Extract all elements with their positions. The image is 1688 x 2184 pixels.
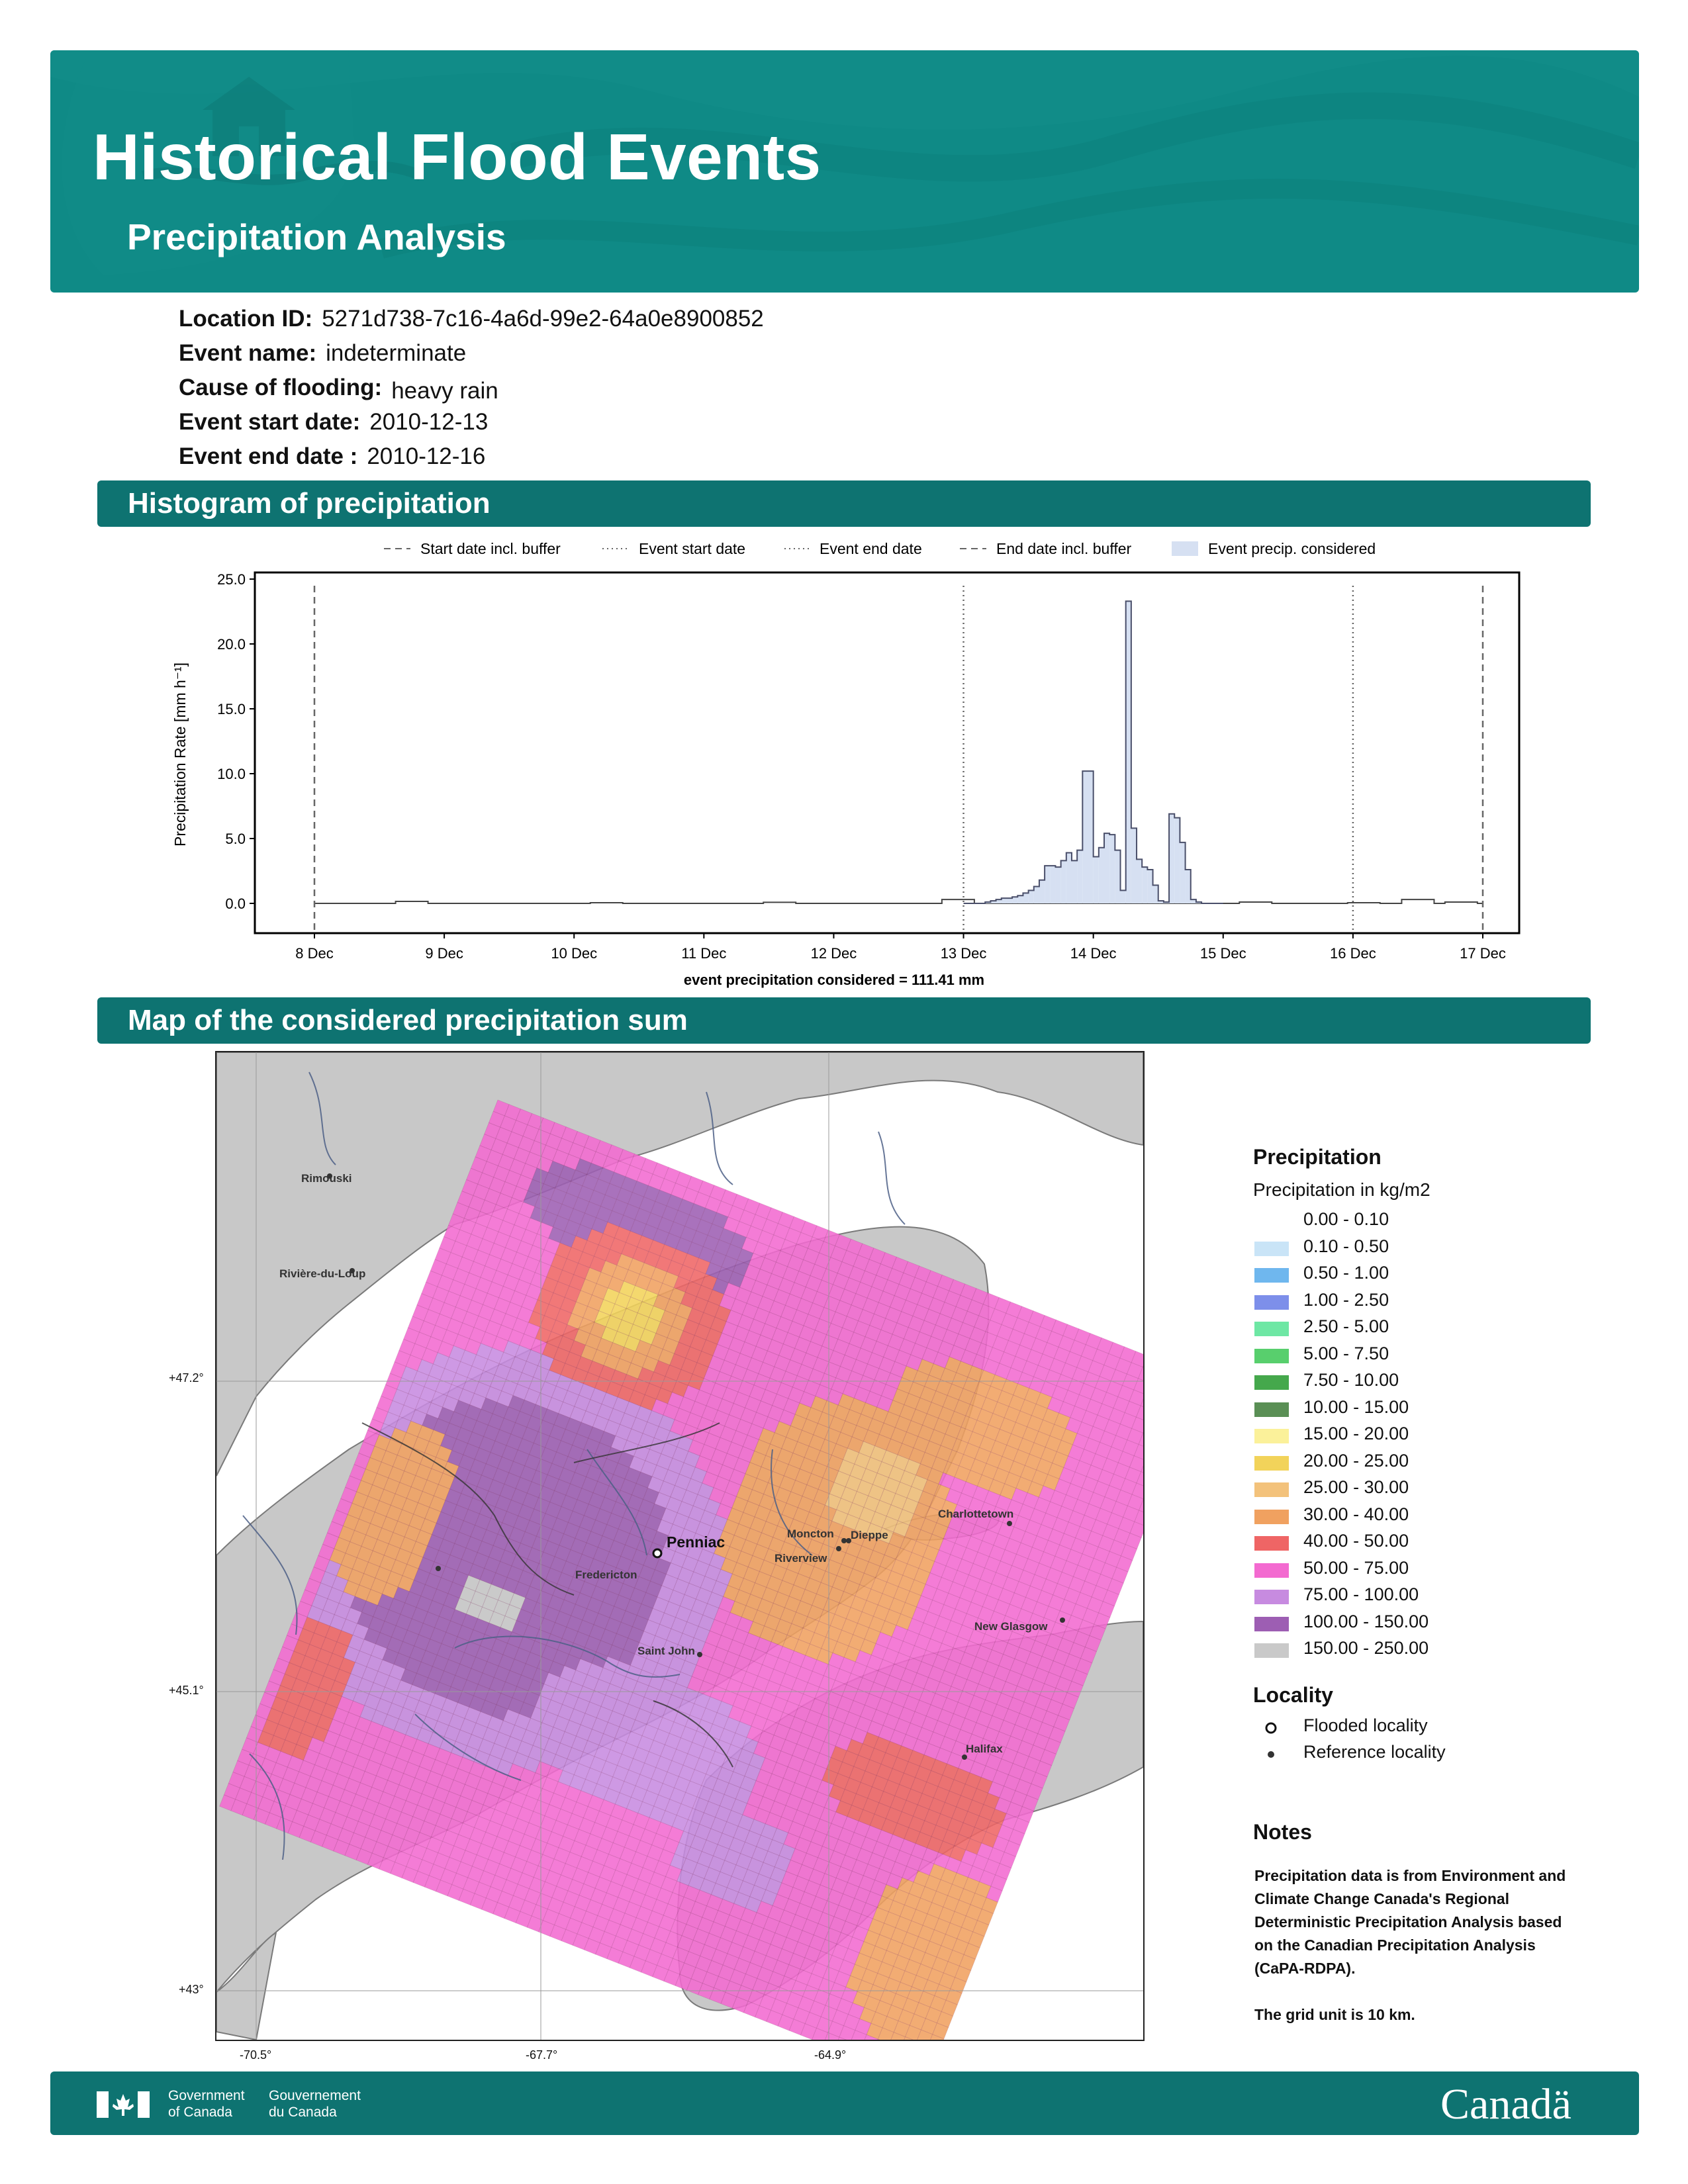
legend-class-swatch [1254, 1322, 1289, 1336]
start-date-label: Event start date: [179, 409, 361, 435]
precip-bar [1109, 835, 1115, 903]
precip-bar [1007, 898, 1012, 903]
precip-bar [1104, 833, 1109, 903]
y-tick-label: 5.0 [225, 831, 246, 847]
precipitation-map [215, 1051, 1145, 2041]
precip-bar [1131, 828, 1137, 903]
legend-class-swatch [1254, 1456, 1289, 1471]
legend-fill-swatch [1172, 541, 1198, 556]
charlottetown-label: Charlottetown [938, 1508, 1014, 1520]
lat-label-43: +43° [179, 1983, 204, 1996]
legend-class-swatch [1254, 1268, 1289, 1283]
legend-class-swatch [1254, 1429, 1289, 1443]
x-tick-label: 13 Dec [940, 945, 987, 962]
legend-class-label: 75.00 - 100.00 [1303, 1584, 1419, 1604]
notes-grid-unit: The grid unit is 10 km. [1254, 2006, 1415, 2023]
plot-frame [255, 572, 1519, 933]
moncton-label: Moncton [787, 1527, 834, 1540]
legend-class-swatch [1254, 1242, 1289, 1256]
map-section-header [97, 997, 1591, 1044]
y-tick-label: 25.0 [217, 571, 246, 588]
legend-class-label: 15.00 - 20.00 [1303, 1424, 1409, 1443]
gov-en-line2: of Canada [168, 2105, 232, 2120]
flooded-locality-text: Flooded locality [1303, 1715, 1428, 1735]
y-tick-label: 15.0 [217, 701, 246, 717]
legend-class-label: 10.00 - 15.00 [1303, 1396, 1409, 1417]
precip-bar [1002, 898, 1007, 903]
new-glasgow-marker [1060, 1617, 1065, 1623]
lon-label-67: -67.7° [526, 2048, 558, 2062]
precip-bar [1099, 848, 1104, 903]
y-tick-label: 0.0 [225, 895, 246, 912]
precip-bar [1072, 860, 1077, 903]
notes-line: Deterministic Precipitation Analysis based [1254, 1913, 1562, 1931]
map-canvas [216, 1052, 1143, 2040]
legend-class-swatch [1254, 1375, 1289, 1390]
location-id-label: Location ID: [179, 306, 313, 332]
precip-bar [1147, 870, 1152, 903]
event-name-label: Event name: [179, 340, 317, 366]
saint-john-marker [697, 1652, 702, 1657]
precip-bar [1180, 842, 1185, 903]
legend-class-label: 150.00 - 250.00 [1303, 1638, 1429, 1658]
notes-line: (CaPA-RDPA). [1254, 1960, 1356, 1977]
legend-class-swatch [1254, 1510, 1289, 1524]
precip-bar [1137, 859, 1142, 903]
legend-class-label: 0.10 - 0.50 [1303, 1236, 1389, 1256]
riverview-label: Riverview [774, 1552, 827, 1565]
lon-label-70: -70.5° [240, 2048, 272, 2062]
precip-legend-subtitle: Precipitation in kg/m2 [1253, 1179, 1430, 1200]
precip-bar [1061, 860, 1066, 903]
precip-bar [1186, 870, 1191, 903]
precip-bar [1050, 866, 1055, 903]
gov-en [168, 2087, 245, 2120]
gov-en-line1: Government [168, 2088, 245, 2103]
fredericton-label: Fredericton [575, 1569, 637, 1581]
precip-bar [1017, 895, 1023, 903]
legend-class-swatch [1254, 1214, 1289, 1229]
legend-event-precip: Event precip. considered [1208, 540, 1376, 557]
x-tick-label: 8 Dec [295, 945, 334, 962]
legend-event-end: Event end date [820, 540, 922, 557]
y-tick-label: 10.0 [217, 766, 246, 782]
x-axis-label: event precipitation considered = 111.41 mm [683, 972, 985, 988]
notes-line: Precipitation data is from Environment and [1254, 1867, 1566, 1884]
precip-bar [1066, 853, 1072, 903]
precip-legend-title: Precipitation [1253, 1145, 1382, 1169]
precipitation-histogram [152, 529, 1542, 993]
canada-wordmark: Canadä [1440, 2080, 1571, 2128]
charlottetown-marker [1007, 1521, 1012, 1526]
legend-class-label: 5.00 - 7.50 [1303, 1343, 1389, 1363]
gov-fr-line1: Gouvernement [269, 2088, 361, 2103]
fredericton-marker [436, 1566, 441, 1571]
precip-bar [1082, 771, 1088, 903]
y-tick-label: 20.0 [217, 636, 246, 653]
precip-bar [1045, 866, 1050, 903]
locality-legend-title: Locality [1253, 1683, 1333, 1707]
precip-bar [1142, 867, 1147, 903]
x-tick-label: 11 Dec [681, 945, 727, 962]
lon-label-64: -64.9° [814, 2048, 847, 2062]
legend-class-swatch [1254, 1617, 1289, 1631]
gov-fr-line2: du Canada [269, 2105, 337, 2120]
gov-fr [269, 2087, 361, 2120]
rimouski-label: Rimouski [301, 1172, 352, 1185]
halifax-label: Halifax [966, 1743, 1003, 1755]
event-name-row [179, 340, 466, 367]
event-name-value: indeterminate [326, 340, 467, 366]
legend-class-label: 50.00 - 75.00 [1303, 1557, 1409, 1578]
legend-class-swatch [1254, 1563, 1289, 1578]
legend-class-swatch [1254, 1482, 1289, 1497]
halifax-marker [962, 1754, 967, 1760]
lat-label-47: +47.2° [169, 1371, 204, 1385]
legend-end-buffer: End date incl. buffer [996, 540, 1132, 557]
notes-line: on the Canadian Precipitation Analysis [1254, 1936, 1536, 1954]
end-date-label: Event end date : [179, 443, 358, 469]
x-tick-label: 9 Dec [425, 945, 463, 962]
x-tick-label: 15 Dec [1199, 945, 1246, 962]
notes-line: Climate Change Canada's Regional [1254, 1890, 1510, 1907]
cause-value: heavy rain [391, 378, 498, 404]
precip-bar [1088, 771, 1093, 903]
legend-class-label: 2.50 - 5.00 [1303, 1316, 1389, 1336]
precip-bar [1174, 818, 1180, 903]
start-date-row [179, 409, 488, 435]
precip-bar [1153, 886, 1158, 903]
precip-bar [1023, 893, 1028, 903]
precip-bar [1012, 897, 1017, 903]
lat-label-45: +45.1° [169, 1684, 204, 1697]
reference-locality-text: Reference locality [1303, 1742, 1446, 1762]
histogram-section-title: Histogram of precipitation [128, 487, 491, 520]
new-glasgow-label: New Glasgow [974, 1620, 1048, 1633]
y-axis-label: Precipitation Rate [mm h⁻¹] [171, 662, 189, 847]
dieppe-label: Dieppe [851, 1529, 888, 1541]
legend-class-label: 100.00 - 150.00 [1303, 1611, 1429, 1631]
x-tick-label: 17 Dec [1460, 945, 1506, 962]
penniac-marker [653, 1549, 661, 1557]
legend-class-swatch [1254, 1590, 1289, 1604]
end-date-value: 2010-12-16 [367, 443, 486, 469]
precip-bar [1029, 890, 1034, 903]
legend-class-label: 1.00 - 2.50 [1303, 1289, 1389, 1310]
legend-class-label: 0.00 - 0.10 [1303, 1209, 1389, 1229]
legend-class-label: 30.00 - 40.00 [1303, 1504, 1409, 1524]
x-tick-label: 12 Dec [810, 945, 857, 962]
legend-class-label: 20.00 - 25.00 [1303, 1450, 1409, 1471]
cause-row [179, 375, 498, 404]
legend-class-label: 7.50 - 10.00 [1303, 1370, 1399, 1390]
page-title: Historical Flood Events [93, 120, 821, 193]
riviere-du-loup-label: Rivière-du-Loup [279, 1267, 366, 1280]
legend-class-label: 0.50 - 1.00 [1303, 1263, 1389, 1283]
notes-title: Notes [1253, 1820, 1312, 1844]
notes-body [1254, 1864, 1625, 2026]
footer-bar [50, 2071, 1639, 2135]
legend-class-swatch [1254, 1536, 1289, 1551]
legend-class-swatch [1254, 1349, 1289, 1363]
x-tick-label: 16 Dec [1330, 945, 1376, 962]
histogram-section-header [97, 480, 1591, 527]
page-subtitle: Precipitation Analysis [127, 216, 506, 257]
x-tick-label: 14 Dec [1070, 945, 1117, 962]
legend-class-swatch [1254, 1402, 1289, 1417]
penniac-label: Penniac [667, 1533, 726, 1551]
legend-class-swatch [1254, 1295, 1289, 1310]
canada-flag-icon [97, 2091, 150, 2118]
end-date-row [179, 443, 485, 470]
legend-class-swatch [1254, 1643, 1289, 1658]
location-id-value: 5271d738-7c16-4a6d-99e2-64a0e8900852 [322, 306, 764, 332]
precip-bar [1055, 867, 1060, 903]
start-date-value: 2010-12-13 [369, 409, 489, 435]
precip-bar [1115, 850, 1120, 903]
flooded-locality-icon [1264, 1721, 1278, 1735]
precip-bar [1034, 887, 1039, 903]
precip-bar [1039, 880, 1045, 903]
cause-label: Cause of flooding: [179, 375, 383, 400]
reference-locality-icon [1264, 1747, 1278, 1762]
legend-start-buffer: Start date incl. buffer [420, 540, 561, 557]
precip-bar [1126, 601, 1131, 903]
x-tick-label: 10 Dec [551, 945, 598, 962]
header-banner [50, 50, 1639, 293]
precip-bar [1077, 850, 1082, 903]
precip-bar [1169, 814, 1174, 903]
legend-event-start: Event start date [639, 540, 746, 557]
precip-bar [1094, 856, 1099, 903]
histogram-legend [384, 540, 1376, 557]
saint-john-label: Saint John [637, 1645, 695, 1657]
location-id-row [179, 306, 764, 332]
map-section-title: Map of the considered precipitation sum [128, 1004, 688, 1036]
riverview-marker [836, 1546, 841, 1551]
moncton-marker [841, 1538, 847, 1543]
legend-class-label: 25.00 - 30.00 [1303, 1477, 1409, 1497]
legend-class-label: 40.00 - 50.00 [1303, 1531, 1409, 1551]
precip-bar [1121, 890, 1126, 903]
